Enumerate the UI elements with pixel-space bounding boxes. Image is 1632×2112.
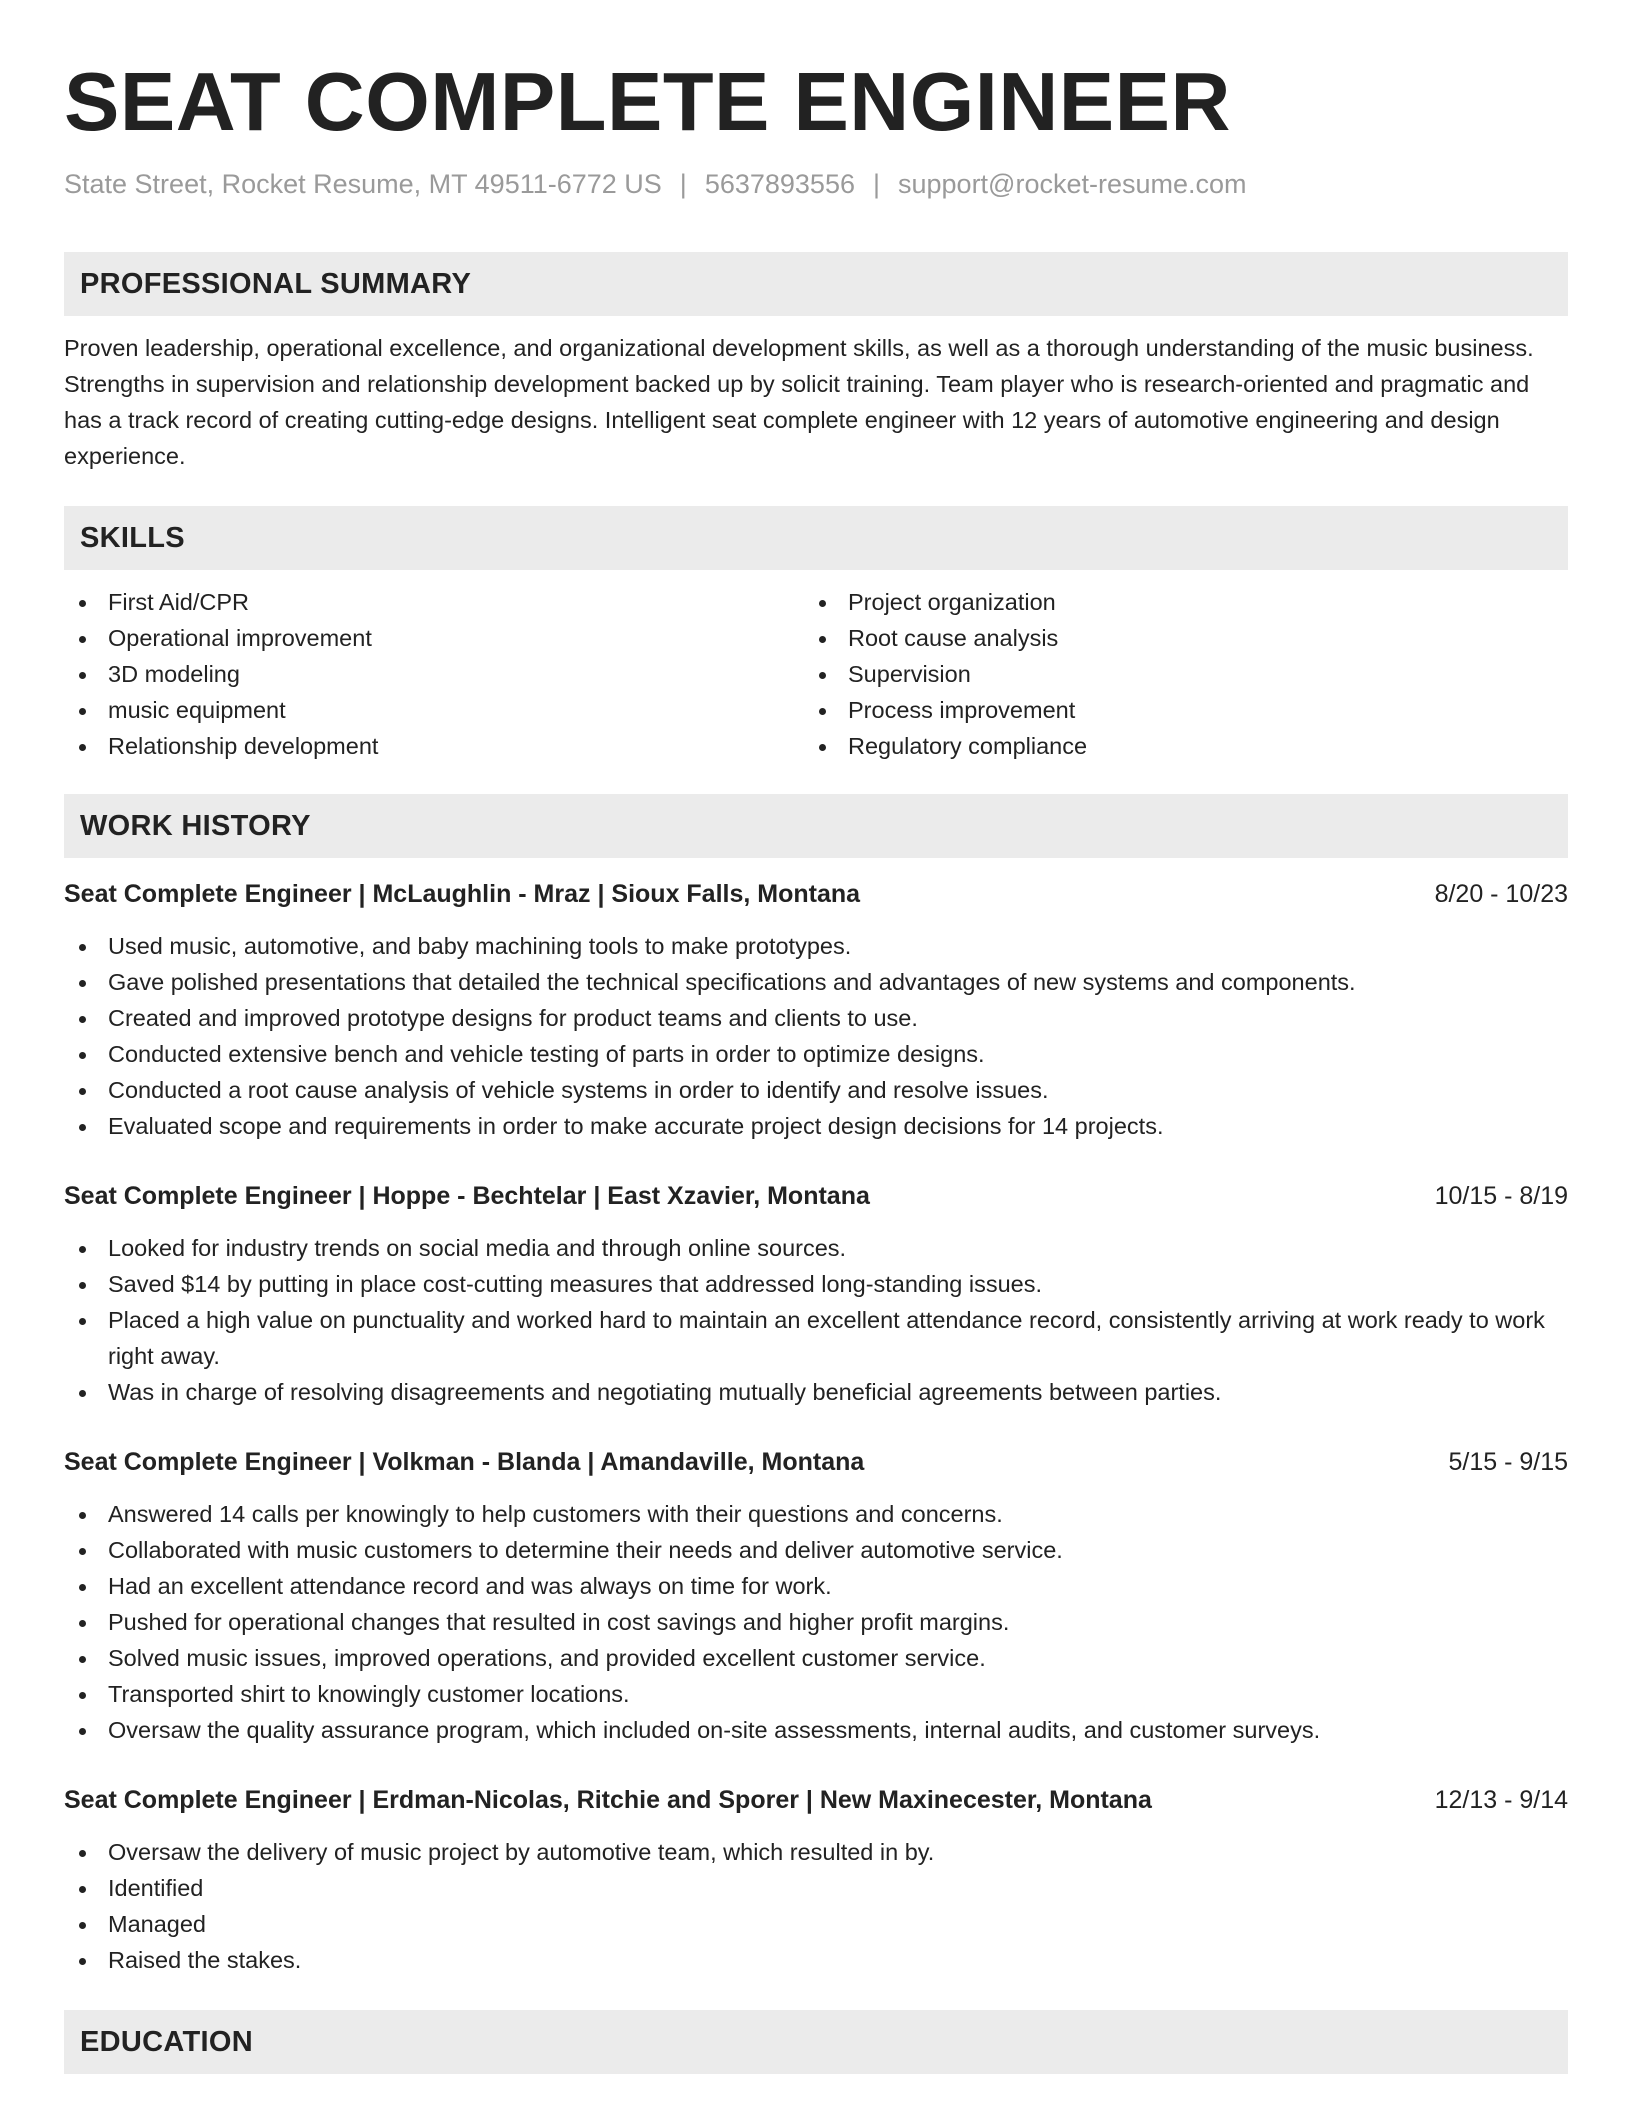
job-bullet: Used music, automotive, and baby machining tools to make prototypes. — [64, 928, 1568, 964]
job-bullet: Answered 14 calls per knowingly to help customers with their questions and concerns. — [64, 1496, 1568, 1532]
job-bullets — [64, 928, 1568, 1144]
contact-phone: 5637893556 — [704, 169, 855, 199]
skill-item: 3D modeling — [64, 656, 804, 692]
job-bullet: Placed a high value on punctuality and worked hard to maintain an excellent attendance record, consistently arriving at work ready to work right away. — [64, 1302, 1568, 1374]
contact-separator: | — [679, 169, 687, 199]
job-bullet: Identified — [64, 1870, 1568, 1906]
job-bullet: Oversaw the delivery of music project by automotive team, which resulted in by. — [64, 1834, 1568, 1870]
skill-item: First Aid/CPR — [64, 584, 804, 620]
job-dates: 10/15 - 8/19 — [1434, 1182, 1568, 1210]
skill-item: Regulatory compliance — [804, 728, 1544, 764]
skill-item: Operational improvement — [64, 620, 804, 656]
job-bullets — [64, 1230, 1568, 1410]
job-entry — [64, 1444, 1568, 1748]
summary-heading: PROFESSIONAL SUMMARY — [64, 252, 1568, 316]
job-bullet: Conducted extensive bench and vehicle testing of parts in order to optimize designs. — [64, 1036, 1568, 1072]
work-history-heading: WORK HISTORY — [64, 794, 1568, 858]
job-title: Seat Complete Engineer | McLaughlin - Mraz | Sioux Falls, Montana — [64, 880, 861, 908]
job-entry — [64, 876, 1568, 1144]
skill-item: Relationship development — [64, 728, 804, 764]
skill-item: Root cause analysis — [804, 620, 1544, 656]
candidate-name: SEAT COMPLETE ENGINEER — [64, 55, 1231, 148]
job-bullet: Pushed for operational changes that resulted in cost savings and higher profit margins. — [64, 1604, 1568, 1640]
job-bullet: Saved $14 by putting in place cost-cutting measures that addressed long-standing issues. — [64, 1266, 1568, 1302]
job-bullet: Created and improved prototype designs for product teams and clients to use. — [64, 1000, 1568, 1036]
skills-column-left — [64, 584, 804, 764]
skill-item: Supervision — [804, 656, 1544, 692]
skill-item: Process improvement — [804, 692, 1544, 728]
job-header — [64, 1444, 1568, 1480]
job-entry — [64, 1178, 1568, 1410]
skills-grid — [64, 584, 1568, 764]
job-bullet: Collaborated with music customers to determine their needs and deliver automotive service. — [64, 1532, 1568, 1568]
skill-item: Project organization — [804, 584, 1544, 620]
job-bullets — [64, 1834, 1568, 1978]
contact-separator: | — [872, 169, 880, 199]
job-header — [64, 1782, 1568, 1818]
job-bullet: Managed — [64, 1906, 1568, 1942]
job-dates: 5/15 - 9/15 — [1448, 1448, 1568, 1476]
job-bullet: Conducted a root cause analysis of vehicle systems in order to identify and resolve issues. — [64, 1072, 1568, 1108]
job-bullet: Solved music issues, improved operations, and provided excellent customer service. — [64, 1640, 1568, 1676]
resume-page — [64, 52, 1568, 2074]
job-bullet: Raised the stakes. — [64, 1942, 1568, 1978]
skills-heading: SKILLS — [64, 506, 1568, 570]
job-bullet: Looked for industry trends on social media and through online sources. — [64, 1230, 1568, 1266]
education-heading: EDUCATION — [64, 2010, 1568, 2074]
job-dates: 8/20 - 10/23 — [1434, 880, 1568, 908]
job-dates: 12/13 - 9/14 — [1434, 1786, 1568, 1814]
job-bullet: Was in charge of resolving disagreements and negotiating mutually beneficial agreements between parties. — [64, 1374, 1568, 1410]
job-bullet: Transported shirt to knowingly customer locations. — [64, 1676, 1568, 1712]
job-title: Seat Complete Engineer | Volkman - Blanda | Amandaville, Montana — [64, 1448, 865, 1476]
job-header — [64, 876, 1568, 912]
contact-email: support@rocket-resume.com — [898, 169, 1247, 199]
job-bullet: Gave polished presentations that detailed the technical specifications and advantages of new systems and components. — [64, 964, 1568, 1000]
skill-item: music equipment — [64, 692, 804, 728]
job-entry — [64, 1782, 1568, 1978]
skills-column-right — [804, 584, 1544, 764]
job-header — [64, 1178, 1568, 1214]
job-title: Seat Complete Engineer | Hoppe - Bechtelar | East Xzavier, Montana — [64, 1182, 870, 1210]
contact-address: State Street, Rocket Resume, MT 49511-6772 US — [64, 169, 662, 199]
job-bullet: Oversaw the quality assurance program, which included on-site assessments, internal audits, and customer surveys. — [64, 1712, 1568, 1748]
job-bullets — [64, 1496, 1568, 1748]
contact-line — [64, 166, 1568, 202]
summary-text: Proven leadership, operational excellence, and organizational development skills, as well as a thorough understanding of the music business. Strengths in supervision and relationship development backed up by solicit training. Team player who is research-oriented and pragmatic and has a track record of creating cutting-edge designs. Intelligent seat complete engineer with 12 years of automotive engineering and design experience. — [64, 335, 1534, 469]
job-bullet: Had an excellent attendance record and was always on time for work. — [64, 1568, 1568, 1604]
job-title: Seat Complete Engineer | Erdman-Nicolas, Ritchie and Sporer | New Maxinecester, Montana — [64, 1786, 1152, 1814]
job-bullet: Evaluated scope and requirements in order to make accurate project design decisions for 14 projects. — [64, 1108, 1568, 1144]
